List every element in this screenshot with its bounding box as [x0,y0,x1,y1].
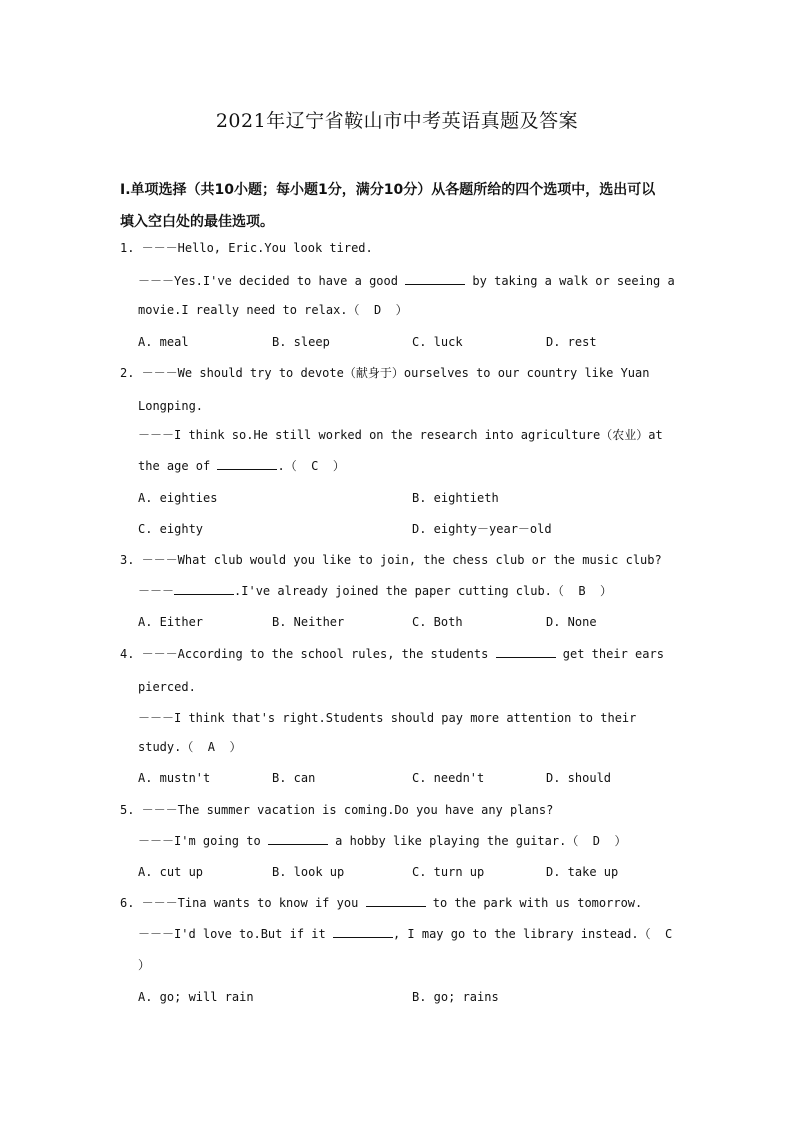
q6-blank-2 [333,926,393,938]
q5-response-text-b: a hobby like playing the guitar.（ D ） [327,834,627,848]
q3-response [138,583,612,599]
section-heading-line2: 填入空白处的最佳选项。 [120,214,274,230]
q2-response-text-b: .（ C ） [277,459,345,473]
q1-option-c: C. luck [412,335,463,349]
page-title: 2021年辽宁省鞍山市中考英语真题及答案 [215,110,579,132]
q2-prompt-cont: Longping. [138,399,204,413]
q6-prompt [120,895,642,911]
q1-blank [405,273,465,285]
q5-option-d: D. take up [546,865,619,879]
q4-prompt-cont: pierced. [138,680,196,694]
q4-option-c: C. needn't [412,771,485,785]
q3-response-text-a: －－－ [138,584,175,598]
q4-option-a: A. mustn't [138,771,211,785]
q2-blank [217,458,277,470]
section-heading-line1: Ⅰ.单项选择（共10小题；每小题1分，满分10分）从各题所给的四个选项中，选出可以 [120,182,656,198]
q5-prompt: 5. －－－The summer vacation is coming.Do you have any plans? [120,803,554,817]
q5-response-text-a: －－－I'm going to [138,834,268,848]
q1-option-d: D. rest [546,335,597,349]
q5-option-c: C. turn up [412,865,485,879]
q6-option-b: B. go; rains [412,990,499,1004]
q1-response [138,273,675,289]
q6-response-text-b: , I may go to the library instead.（ C [392,927,673,941]
q1-response-text-a: －－－Yes.I've decided to have a good [138,274,406,288]
q4-response: －－－I think that's right.Students should pay more attention to their [138,711,637,725]
q4-prompt-text-a: 4. －－－According to the school rules, the students [120,647,496,661]
q3-option-c: C. Both [412,615,463,629]
q6-response-text-a: －－－I'd love to.But if it [138,927,333,941]
q4-option-b: B. can [272,771,316,785]
q4-response-cont: study.（ A ） [138,740,242,754]
q2-option-d: D. eighty－year－old [412,522,552,536]
q2-prompt: 2. －－－We should try to devote（献身于）ourselves to our country like Yuan [120,366,650,380]
q2-response: －－－I think so.He still worked on the research into agriculture（农业）at [138,428,663,442]
q4-option-d: D. should [546,771,612,785]
section-heading [120,174,680,238]
q6-response [138,926,672,942]
q6-prompt-text-a: 6. －－－Tina wants to know if you [120,896,366,910]
q3-option-a: A. Either [138,615,204,629]
q2-option-c: C. eighty [138,522,204,536]
q2-response-cont [138,458,345,474]
q6-blank-1 [366,895,426,907]
q3-option-d: D. None [546,615,597,629]
q5-response [138,833,626,849]
q1-response-cont: movie.I really need to relax.（ D ） [138,303,408,317]
q4-prompt [120,646,664,662]
q1-option-a: A. meal [138,335,189,349]
q5-blank [268,833,328,845]
q5-option-a: A. cut up [138,865,204,879]
q6-option-a: A. go; will rain [138,990,254,1004]
q4-prompt-text-b: get their ears [555,647,664,661]
q1-prompt: 1. －－－Hello, Eric.You look tired. [120,241,373,255]
q3-option-b: B. Neither [272,615,345,629]
q4-blank [496,646,556,658]
q2-response-text-a: the age of [138,459,218,473]
q3-prompt: 3. －－－What club would you like to join, the chess club or the music club? [120,553,662,567]
q6-prompt-text-b: to the park with us tomorrow. [425,896,643,910]
q1-option-b: B. sleep [272,335,330,349]
q2-option-a: A. eighties [138,491,218,505]
q2-option-b: B. eightieth [412,491,499,505]
q5-option-b: B. look up [272,865,345,879]
q6-response-cont: ） [138,958,151,972]
q3-response-text-b: .I've already joined the paper cutting club.（ B ） [234,584,613,598]
q3-blank [174,583,234,595]
q1-response-text-b: by taking a walk or seeing a [465,274,675,288]
